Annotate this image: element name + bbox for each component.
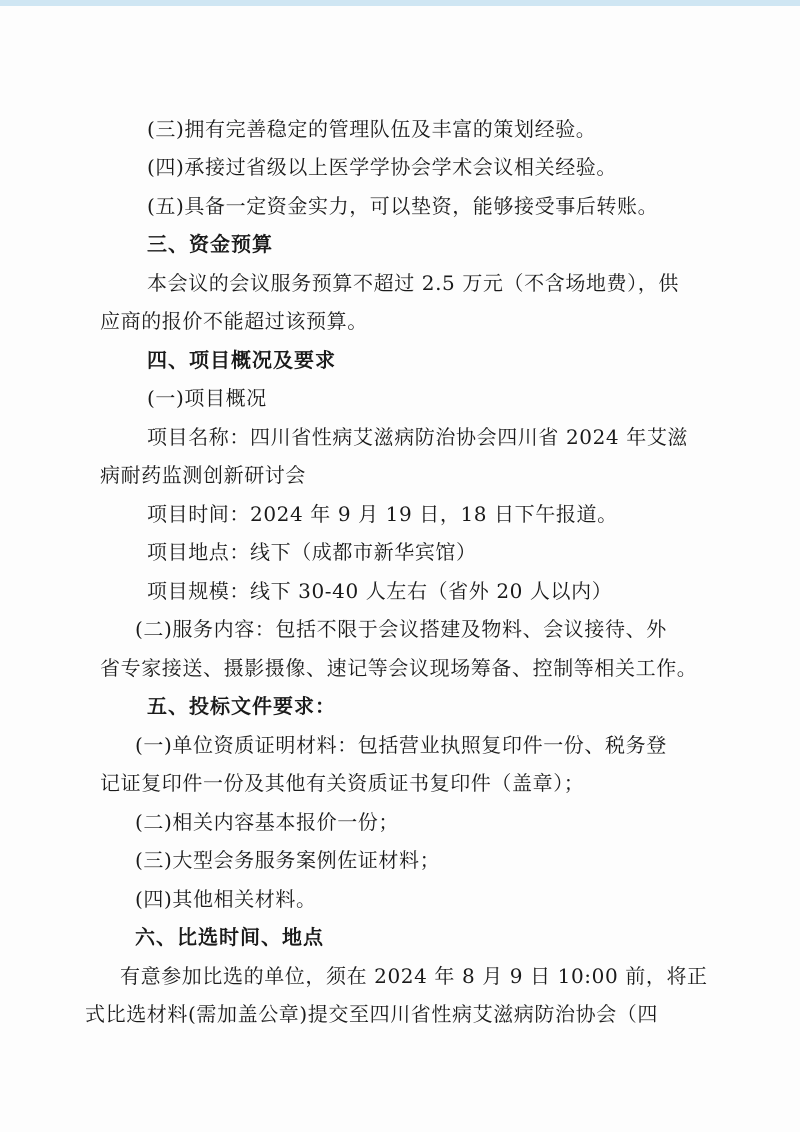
text-line: (四)承接过省级以上医学学协会学术会议相关经验。 <box>147 155 618 179</box>
text-line: 应商的报价不能超过该预算。 <box>100 309 368 333</box>
text-line: (一)项目概况 <box>147 386 267 410</box>
section-heading: 六、比选时间、地点 <box>135 925 324 949</box>
text-line: (五)具备一定资金实力，可以垫资，能够接受事后转账。 <box>147 194 659 218</box>
text-line: (三)拥有完善稳定的管理队伍及丰富的策划经验。 <box>147 117 597 141</box>
text-line: 项目名称：四川省性病艾滋病防治协会四川省 2024 年艾滋 <box>147 425 689 449</box>
text-line: 式比选材料(需加盖公章)提交至四川省性病艾滋病防治协会（四 <box>85 1002 659 1026</box>
text-line: 记证复印件一份及其他有关资质证书复印件（盖章）； <box>100 771 585 795</box>
text-line: 有意参加比选的单位，须在 2024 年 8 月 9 日 10:00 前，将正 <box>120 964 708 988</box>
text-line: 项目规模：线下 30-40 人左右（省外 20 人以内） <box>147 579 613 603</box>
text-line: (二)服务内容：包括不限于会议搭建及物料、会议接待、外 <box>135 617 667 641</box>
text-line: (四)其他相关材料。 <box>135 887 317 911</box>
section-heading: 三、资金预算 <box>147 232 273 256</box>
section-heading: 五、投标文件要求： <box>147 694 336 718</box>
text-line: 病耐药监测创新研讨会 <box>100 463 306 487</box>
text-line: (二)相关内容基本报价一份； <box>135 810 400 834</box>
scan-edge <box>0 0 800 6</box>
text-line: (三)大型会务服务案例佐证材料； <box>135 848 441 872</box>
text-line: 省专家接送、摄影摄像、速记等会议现场筹备、控制等相关工作。 <box>100 656 698 680</box>
section-heading: 四、项目概况及要求 <box>147 348 336 372</box>
text-line: 本会议的会议服务预算不超过 2.5 万元（不含场地费），供 <box>147 271 679 295</box>
text-line: 项目时间：2024 年 9 月 19 日，18 日下午报道。 <box>147 502 618 526</box>
text-line: (一)单位资质证明材料：包括营业执照复印件一份、税务登 <box>135 733 667 757</box>
text-line: 项目地点：线下（成都市新华宾馆） <box>147 540 477 564</box>
